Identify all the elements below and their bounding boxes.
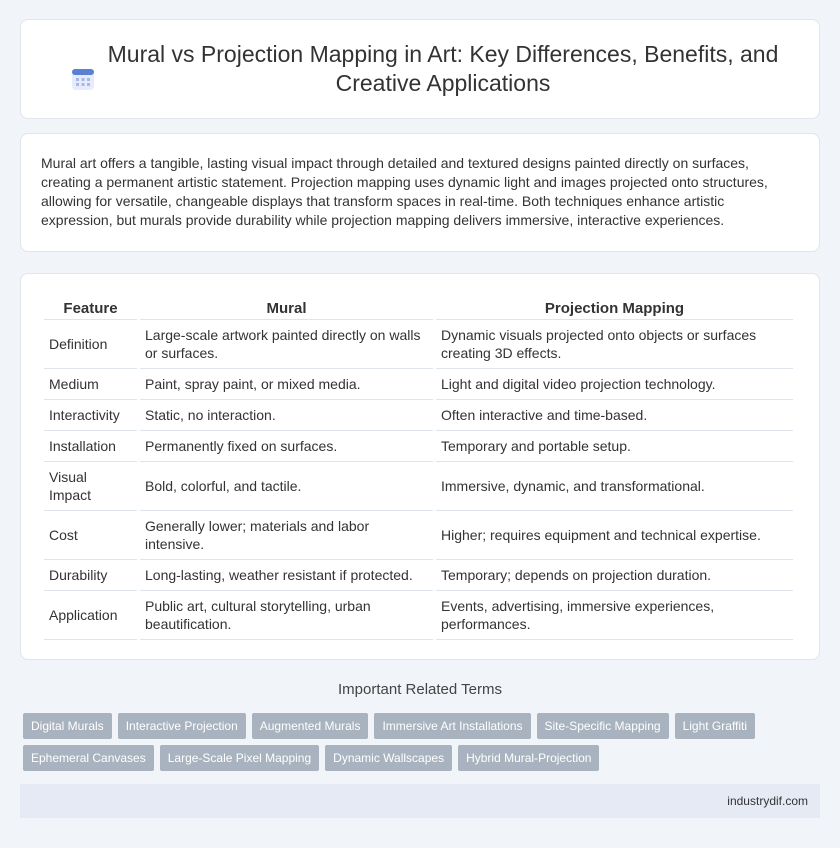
related-terms-title: Important Related Terms xyxy=(338,681,502,698)
tag-link[interactable]: Dynamic Wallscapes xyxy=(325,745,452,771)
header-feature: Feature xyxy=(44,294,137,320)
related-terms-tags xyxy=(23,713,813,777)
tag-link[interactable]: Digital Murals xyxy=(23,713,112,739)
row-mural: Paint, spray paint, or mixed media. xyxy=(140,369,433,400)
comparison-table xyxy=(41,294,796,640)
table-row xyxy=(44,591,793,640)
table-row xyxy=(44,560,793,591)
row-mural: Generally lower; materials and labor intensive. xyxy=(140,511,433,560)
row-feature: Cost xyxy=(44,511,137,560)
row-feature: Durability xyxy=(44,560,137,591)
row-mural: Static, no interaction. xyxy=(140,400,433,431)
table-row xyxy=(44,431,793,462)
row-projection: Temporary and portable setup. xyxy=(436,431,793,462)
row-mural: Bold, colorful, and tactile. xyxy=(140,462,433,511)
table-row xyxy=(44,320,793,369)
row-feature: Definition xyxy=(44,320,137,369)
row-feature: Application xyxy=(44,591,137,640)
tag-link[interactable]: Ephemeral Canvases xyxy=(23,745,154,771)
row-mural: Public art, cultural storytelling, urban beautification. xyxy=(140,591,433,640)
row-projection: Dynamic visuals projected onto objects or surfaces creating 3D effects. xyxy=(436,320,793,369)
tag-link[interactable]: Augmented Murals xyxy=(252,713,369,739)
table-header-row xyxy=(44,294,793,320)
tag-link[interactable]: Light Graffiti xyxy=(675,713,755,739)
intro-card xyxy=(20,133,820,252)
calendar-icon xyxy=(70,66,96,92)
table-row xyxy=(44,462,793,511)
row-projection: Temporary; depends on projection duration. xyxy=(436,560,793,591)
table-row xyxy=(44,400,793,431)
row-feature: Installation xyxy=(44,431,137,462)
title-card xyxy=(20,19,820,119)
table-row xyxy=(44,511,793,560)
header-mural: Mural xyxy=(140,294,433,320)
footer xyxy=(20,784,820,818)
row-projection: Often interactive and time-based. xyxy=(436,400,793,431)
row-mural: Large-scale artwork painted directly on walls or surfaces. xyxy=(140,320,433,369)
row-projection: Events, advertising, immersive experiences, performances. xyxy=(436,591,793,640)
row-projection: Higher; requires equipment and technical expertise. xyxy=(436,511,793,560)
intro-text: Mural art offers a tangible, lasting visual impact through detailed and textured designs painted directly on surfaces, creating a permanent artistic statement. Projection mapping uses dynamic light and images projected onto structures, allowing for versatile, changeable displays that transform spaces in real-time. Both techniques enhance artistic expression, but murals provide durability while projection mapping delivers immersive, interactive experiences. xyxy=(41,155,768,228)
comparison-card xyxy=(20,273,820,660)
tag-link[interactable]: Large-Scale Pixel Mapping xyxy=(160,745,319,771)
tag-link[interactable]: Hybrid Mural-Projection xyxy=(458,745,599,771)
footer-site-link[interactable]: industrydif.com xyxy=(727,794,808,808)
tag-link[interactable]: Interactive Projection xyxy=(118,713,246,739)
row-projection: Immersive, dynamic, and transformational. xyxy=(436,462,793,511)
tag-link[interactable]: Site-Specific Mapping xyxy=(537,713,669,739)
page-title: Mural vs Projection Mapping in Art: Key Differences, Benefits, and Creative Applications xyxy=(107,41,779,96)
row-projection: Light and digital video projection technology. xyxy=(436,369,793,400)
row-mural: Permanently fixed on surfaces. xyxy=(140,431,433,462)
header-projection-mapping: Projection Mapping xyxy=(436,294,793,320)
row-feature: Visual Impact xyxy=(44,462,137,511)
row-mural: Long-lasting, weather resistant if protected. xyxy=(140,560,433,591)
table-row xyxy=(44,369,793,400)
row-feature: Medium xyxy=(44,369,137,400)
row-feature: Interactivity xyxy=(44,400,137,431)
tag-link[interactable]: Immersive Art Installations xyxy=(374,713,530,739)
